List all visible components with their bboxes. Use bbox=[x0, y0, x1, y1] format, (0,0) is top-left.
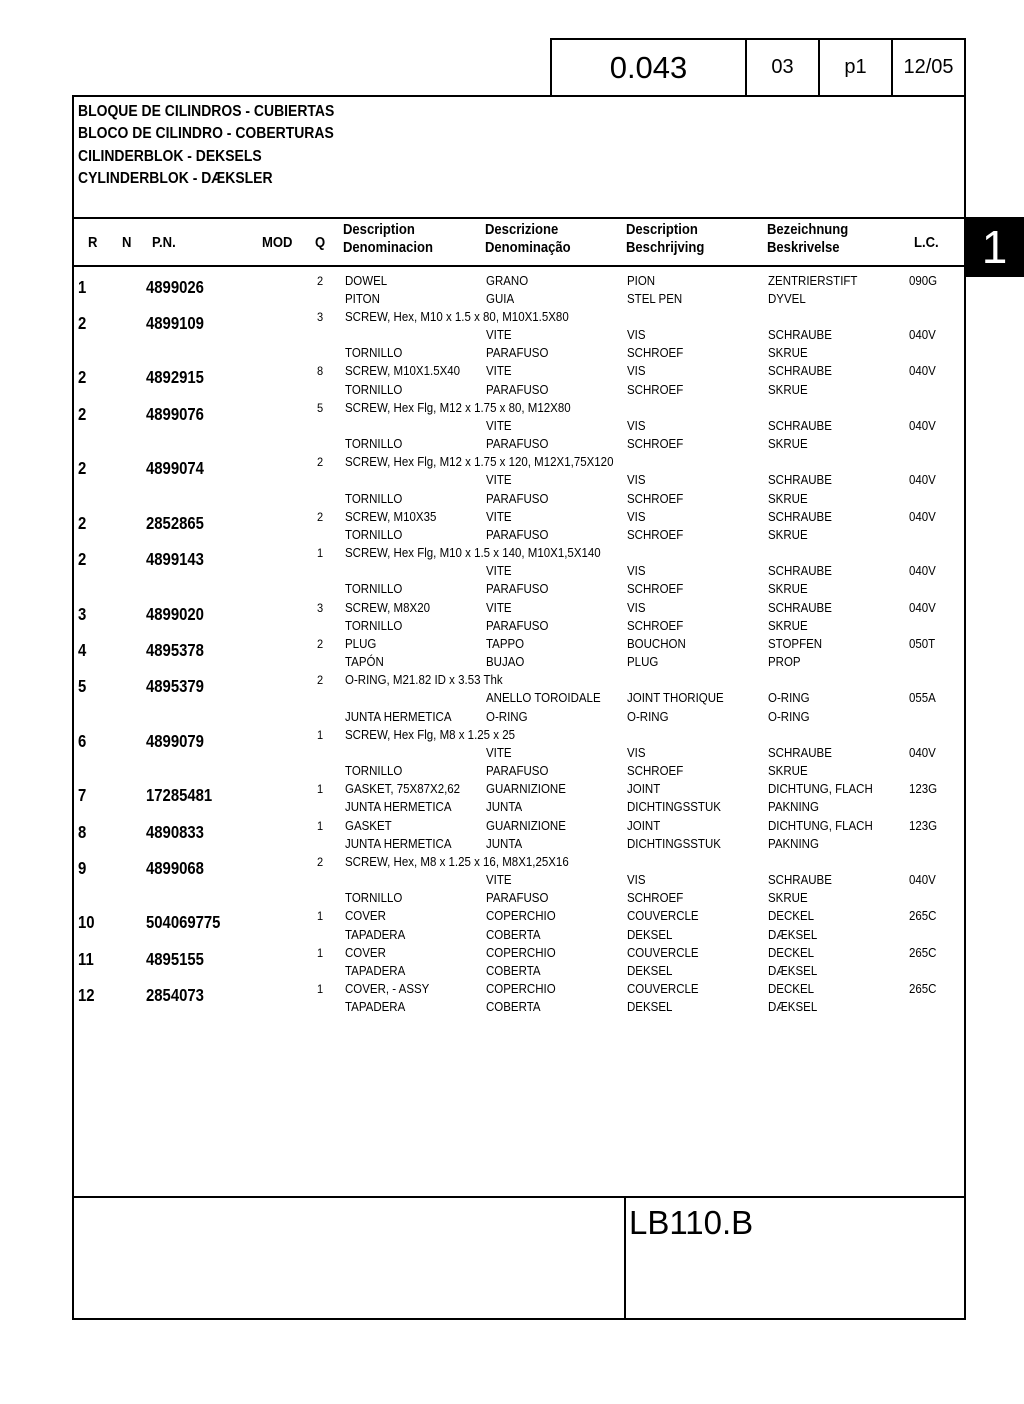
desc-it-pt: VITE bbox=[486, 564, 512, 579]
part-row-continuation bbox=[0, 708, 1024, 726]
desc-de-da: SCHRAUBE bbox=[768, 873, 832, 888]
desc-it-pt: COBERTA bbox=[486, 963, 541, 978]
desc-fr-nl: SCHROEF bbox=[627, 618, 684, 633]
part-number: 4899079 bbox=[146, 730, 204, 751]
part-row-continuation bbox=[0, 435, 1024, 453]
part-qty: 1 bbox=[317, 546, 324, 561]
part-row-continuation bbox=[0, 617, 1024, 635]
desc-en-es: COVER bbox=[345, 909, 386, 924]
part-lc: 265C bbox=[909, 982, 937, 997]
part-number: 4890833 bbox=[146, 821, 204, 842]
part-ref: 2 bbox=[78, 367, 87, 388]
desc-de-da: STOPFEN bbox=[768, 636, 823, 651]
desc-en-es: SCREW, M8X20 bbox=[345, 600, 430, 615]
part-row-continuation bbox=[0, 653, 1024, 671]
desc-fr-nl: PLUG bbox=[627, 655, 659, 670]
part-row-continuation bbox=[0, 962, 1024, 980]
part-number: 2852865 bbox=[146, 512, 204, 533]
desc-en-es: TORNILLO bbox=[345, 764, 403, 779]
desc-de-da: SKRUE bbox=[768, 491, 808, 506]
desc-it-pt: COPERCHIO bbox=[486, 909, 556, 924]
desc-en-es: SCREW, Hex, M10 x 1.5 x 80, M10X1.5X80 bbox=[345, 309, 569, 324]
part-qty: 1 bbox=[317, 945, 324, 960]
part-row-continuation bbox=[0, 562, 1024, 580]
desc-it-pt: PARAFUSO bbox=[486, 382, 549, 397]
desc-it-pt: COBERTA bbox=[486, 927, 541, 942]
desc-fr-nl: VIS bbox=[627, 473, 646, 488]
desc-it-pt: PARAFUSO bbox=[486, 491, 549, 506]
part-row bbox=[0, 362, 1024, 388]
part-row bbox=[0, 272, 1024, 297]
part-ref: 5 bbox=[78, 676, 87, 697]
part-row bbox=[0, 980, 1024, 1006]
part-number: 4899074 bbox=[146, 458, 204, 479]
part-number: 4899076 bbox=[146, 403, 204, 424]
desc-de-da: DECKEL bbox=[768, 909, 815, 924]
desc-it-pt: JUNTA bbox=[486, 836, 523, 851]
group-cell bbox=[745, 38, 820, 97]
part-row bbox=[0, 635, 1024, 660]
desc-fr-nl: O-RING bbox=[627, 709, 669, 724]
desc-fr-nl: STEL PEN bbox=[627, 291, 683, 306]
desc-en-es: DOWEL bbox=[345, 273, 388, 288]
desc-fr-nl: SCHROEF bbox=[627, 437, 684, 452]
part-row bbox=[0, 453, 1024, 479]
part-ref: 2 bbox=[78, 403, 87, 424]
section-tab-number: 1 bbox=[981, 221, 1008, 273]
desc-it-pt: O-RING bbox=[486, 709, 528, 724]
desc-en-es: PITON bbox=[345, 291, 380, 306]
column-header-top-rule bbox=[72, 217, 966, 219]
desc-it-pt: VITE bbox=[486, 473, 512, 488]
col-pn: P.N. bbox=[152, 235, 176, 251]
page-code: 0.043 bbox=[609, 49, 688, 85]
part-qty: 1 bbox=[317, 727, 324, 742]
part-lc: 040V bbox=[909, 328, 936, 342]
desc-fr-nl: VIS bbox=[627, 745, 646, 760]
desc-de-da: DICHTUNG, FLACH bbox=[768, 818, 873, 833]
desc-fr-nl: SCHROEF bbox=[627, 891, 684, 906]
desc-it-pt: BUJAO bbox=[486, 655, 525, 670]
part-row-continuation bbox=[0, 835, 1024, 853]
desc-fr-nl: SCHROEF bbox=[627, 491, 684, 506]
desc-de-da: SCHRAUBE bbox=[768, 509, 832, 524]
title-pt: BLOCO DE CILINDRO - COBERTURAS bbox=[78, 125, 334, 143]
part-row bbox=[0, 780, 1024, 806]
part-row bbox=[0, 944, 1024, 969]
desc-it-pt: COPERCHIO bbox=[486, 982, 556, 997]
desc-en-es: JUNTA HERMETICA bbox=[345, 800, 452, 815]
desc-de-da: SKRUE bbox=[768, 891, 808, 906]
part-lc: 050T bbox=[909, 636, 936, 651]
desc-fr-nl: DEKSEL bbox=[627, 927, 673, 942]
part-row-continuation bbox=[0, 926, 1024, 944]
part-qty: 5 bbox=[317, 400, 324, 415]
desc-fr-nl: VIS bbox=[627, 873, 646, 888]
desc-en-es: GASKET bbox=[345, 818, 392, 833]
col-q: Q bbox=[315, 235, 326, 251]
desc-it-pt: VITE bbox=[486, 509, 512, 524]
part-ref: 2 bbox=[78, 312, 87, 333]
desc-fr-nl: BOUCHON bbox=[627, 636, 686, 651]
desc-en-es: TORNILLO bbox=[345, 382, 403, 397]
part-row-continuation bbox=[0, 326, 1024, 344]
col-mod: MOD bbox=[262, 235, 293, 251]
part-lc: 123G bbox=[909, 782, 938, 797]
part-lc: 040V bbox=[909, 600, 936, 615]
part-number: 4892915 bbox=[146, 367, 204, 388]
desc-en-es: SCREW, Hex Flg, M12 x 1.75 x 80, M12X80 bbox=[345, 400, 571, 415]
part-row-continuation bbox=[0, 490, 1024, 508]
desc-de-da: SCHRAUBE bbox=[768, 473, 832, 488]
desc-fr-nl: DICHTINGSSTUK bbox=[627, 836, 721, 851]
part-number: 17285481 bbox=[146, 785, 213, 806]
desc-it-pt: VITE bbox=[486, 364, 512, 379]
part-ref: 4 bbox=[78, 639, 87, 660]
desc-it-pt: ANELLO TOROIDALE bbox=[486, 691, 601, 706]
desc-de-da: SCHRAUBE bbox=[768, 364, 832, 379]
desc-de-da: DYVEL bbox=[768, 291, 806, 306]
part-row-continuation bbox=[0, 580, 1024, 598]
part-row-continuation bbox=[0, 762, 1024, 780]
part-number: 4899109 bbox=[146, 312, 204, 333]
part-number: 504069775 bbox=[146, 912, 221, 933]
desc-en-es: TAPADERA bbox=[345, 963, 406, 978]
part-ref: 2 bbox=[78, 512, 87, 533]
desc-fr-nl: DEKSEL bbox=[627, 963, 673, 978]
desc-fr-nl: JOINT THORIQUE bbox=[627, 691, 724, 706]
part-lc: 040V bbox=[909, 473, 936, 488]
part-lc: 123G bbox=[909, 818, 938, 833]
desc-de-da: SKRUE bbox=[768, 346, 808, 361]
page-code-cell bbox=[550, 38, 747, 97]
part-qty: 3 bbox=[317, 600, 324, 615]
section-tab bbox=[965, 217, 1024, 277]
column-header-bottom-rule bbox=[72, 265, 966, 267]
desc-fr-nl: VIS bbox=[627, 564, 646, 579]
col-n: N bbox=[122, 235, 132, 251]
part-number: 4895379 bbox=[146, 676, 204, 697]
part-lc: 040V bbox=[909, 873, 936, 888]
part-row-continuation bbox=[0, 526, 1024, 544]
part-row-continuation bbox=[0, 381, 1024, 399]
part-lc: 040V bbox=[909, 509, 936, 524]
col-desc-en: Description bbox=[343, 222, 415, 238]
part-qty: 3 bbox=[317, 309, 324, 324]
part-ref: 3 bbox=[78, 603, 87, 624]
page-cell bbox=[818, 38, 893, 97]
part-lc: 040V bbox=[909, 418, 936, 433]
desc-de-da: SKRUE bbox=[768, 764, 808, 779]
desc-it-pt: VITE bbox=[486, 418, 512, 433]
title-da: CYLINDERBLOK - DÆKSLER bbox=[78, 169, 273, 187]
col-desc-fr: Description bbox=[626, 222, 698, 238]
desc-de-da: DÆKSEL bbox=[768, 927, 818, 942]
part-ref: 1 bbox=[78, 276, 87, 297]
desc-de-da: SKRUE bbox=[768, 527, 808, 542]
desc-de-da: SCHRAUBE bbox=[768, 328, 832, 342]
part-qty: 2 bbox=[317, 273, 324, 288]
part-number: 4899020 bbox=[146, 603, 204, 624]
part-row bbox=[0, 544, 1024, 570]
part-lc: 040V bbox=[909, 364, 936, 379]
desc-en-es: TAPÓN bbox=[345, 655, 384, 670]
part-ref: 2 bbox=[78, 549, 87, 570]
desc-it-pt: PARAFUSO bbox=[486, 582, 549, 597]
desc-de-da: ZENTRIERSTIFT bbox=[768, 273, 858, 288]
desc-fr-nl: DEKSEL bbox=[627, 1000, 673, 1015]
part-qty: 8 bbox=[317, 364, 324, 379]
part-lc: 055A bbox=[909, 691, 936, 706]
part-row-continuation bbox=[0, 417, 1024, 435]
desc-de-da: DÆKSEL bbox=[768, 1000, 818, 1015]
part-row-continuation bbox=[0, 689, 1024, 707]
desc-fr-nl: JOINT bbox=[627, 818, 661, 833]
desc-it-pt: COPERCHIO bbox=[486, 945, 556, 960]
desc-it-pt: COBERTA bbox=[486, 1000, 541, 1015]
desc-it-pt: GUIA bbox=[486, 291, 515, 306]
part-qty: 1 bbox=[317, 818, 324, 833]
col-desc-pt: Denominação bbox=[485, 240, 571, 256]
page-number: p1 bbox=[844, 56, 867, 78]
footer-left-box bbox=[72, 1196, 626, 1320]
desc-en-es: JUNTA HERMETICA bbox=[345, 836, 452, 851]
desc-fr-nl: VIS bbox=[627, 328, 646, 342]
desc-it-pt: VITE bbox=[486, 328, 512, 342]
part-qty: 2 bbox=[317, 673, 324, 688]
part-row bbox=[0, 907, 1024, 933]
desc-fr-nl: COUVERCLE bbox=[627, 982, 699, 997]
col-desc-nl: Beschrijving bbox=[626, 240, 705, 256]
part-qty: 2 bbox=[317, 455, 324, 470]
part-row bbox=[0, 508, 1024, 533]
part-ref: 8 bbox=[78, 821, 87, 842]
part-lc: 090G bbox=[909, 273, 938, 288]
part-ref: 7 bbox=[78, 785, 87, 806]
part-qty: 1 bbox=[317, 982, 324, 997]
part-row bbox=[0, 853, 1024, 878]
desc-de-da: DICHTUNG, FLACH bbox=[768, 782, 873, 797]
desc-en-es: SCREW, Hex Flg, M10 x 1.5 x 140, M10X1,5X140 bbox=[345, 546, 601, 561]
desc-it-pt: PARAFUSO bbox=[486, 891, 549, 906]
col-desc-it: Descrizione bbox=[485, 222, 559, 238]
desc-fr-nl: VIS bbox=[627, 600, 646, 615]
part-lc: 265C bbox=[909, 945, 937, 960]
desc-fr-nl: SCHROEF bbox=[627, 582, 684, 597]
date-cell bbox=[891, 38, 966, 97]
desc-it-pt: JUNTA bbox=[486, 800, 523, 815]
part-row-continuation bbox=[0, 871, 1024, 889]
col-desc-da: Beskrivelse bbox=[767, 240, 840, 256]
part-qty: 1 bbox=[317, 782, 324, 797]
col-lc: L.C. bbox=[914, 235, 939, 251]
part-ref: 9 bbox=[78, 857, 87, 878]
desc-en-es: SCREW, Hex, M8 x 1.25 x 16, M8X1,25X16 bbox=[345, 854, 569, 869]
model-code: LB110.B bbox=[629, 1204, 754, 1241]
desc-de-da: SKRUE bbox=[768, 618, 808, 633]
desc-de-da: PROP bbox=[768, 655, 801, 670]
desc-it-pt: PARAFUSO bbox=[486, 764, 549, 779]
part-row-continuation bbox=[0, 344, 1024, 362]
desc-it-pt: GUARNIZIONE bbox=[486, 818, 566, 833]
part-number: 4899143 bbox=[146, 549, 204, 570]
desc-en-es: TORNILLO bbox=[345, 491, 403, 506]
desc-en-es: TORNILLO bbox=[345, 346, 403, 361]
title-nl: CILINDERBLOK - DEKSELS bbox=[78, 147, 262, 165]
part-ref: 10 bbox=[78, 912, 95, 933]
desc-de-da: SCHRAUBE bbox=[768, 418, 832, 433]
desc-it-pt: VITE bbox=[486, 600, 512, 615]
col-desc-de: Bezeichnung bbox=[767, 222, 849, 238]
part-row-continuation bbox=[0, 290, 1024, 308]
desc-en-es: GASKET, 75X87X2,62 bbox=[345, 782, 461, 797]
col-desc-es: Denominacion bbox=[343, 240, 433, 256]
part-ref: 12 bbox=[78, 985, 95, 1006]
part-number: 4895155 bbox=[146, 948, 204, 969]
desc-de-da: SCHRAUBE bbox=[768, 600, 832, 615]
part-row-continuation bbox=[0, 998, 1024, 1016]
desc-it-pt: PARAFUSO bbox=[486, 618, 549, 633]
desc-de-da: SCHRAUBE bbox=[768, 745, 832, 760]
desc-en-es: TAPADERA bbox=[345, 1000, 406, 1015]
desc-de-da: DECKEL bbox=[768, 945, 815, 960]
desc-en-es: COVER bbox=[345, 945, 386, 960]
part-ref: 11 bbox=[78, 948, 94, 969]
desc-it-pt: VITE bbox=[486, 745, 512, 760]
desc-de-da: SCHRAUBE bbox=[768, 564, 832, 579]
desc-en-es: JUNTA HERMETICA bbox=[345, 709, 452, 724]
title-es: BLOQUE DE CILINDROS - CUBIERTAS bbox=[78, 103, 335, 120]
desc-en-es: TAPADERA bbox=[345, 927, 406, 942]
part-row-continuation bbox=[0, 889, 1024, 907]
desc-en-es: SCREW, M10X35 bbox=[345, 509, 437, 524]
desc-it-pt: GRANO bbox=[486, 273, 529, 288]
desc-de-da: PAKNING bbox=[768, 836, 819, 851]
desc-fr-nl: DICHTINGSSTUK bbox=[627, 800, 721, 815]
desc-en-es: SCREW, M10X1.5X40 bbox=[345, 364, 461, 379]
desc-en-es: COVER, - ASSY bbox=[345, 982, 430, 997]
desc-en-es: TORNILLO bbox=[345, 618, 403, 633]
part-qty: 2 bbox=[317, 854, 324, 869]
desc-fr-nl: SCHROEF bbox=[627, 382, 684, 397]
section-titles bbox=[78, 101, 363, 190]
col-r: R bbox=[88, 235, 98, 251]
part-row-continuation bbox=[0, 471, 1024, 489]
part-lc: 265C bbox=[909, 909, 937, 924]
part-number: 2854073 bbox=[146, 985, 204, 1006]
desc-de-da: O-RING bbox=[768, 691, 810, 706]
desc-en-es: TORNILLO bbox=[345, 891, 403, 906]
part-ref: 2 bbox=[78, 458, 87, 479]
desc-it-pt: GUARNIZIONE bbox=[486, 782, 566, 797]
desc-fr-nl: SCHROEF bbox=[627, 346, 684, 361]
desc-fr-nl: SCHROEF bbox=[627, 527, 684, 542]
part-row bbox=[0, 726, 1024, 751]
desc-en-es: TORNILLO bbox=[345, 437, 403, 452]
desc-fr-nl: SCHROEF bbox=[627, 764, 684, 779]
desc-it-pt: VITE bbox=[486, 873, 512, 888]
desc-fr-nl: PION bbox=[627, 273, 656, 288]
desc-de-da: SKRUE bbox=[768, 582, 808, 597]
desc-fr-nl: COUVERCLE bbox=[627, 945, 699, 960]
desc-en-es: TORNILLO bbox=[345, 527, 403, 542]
desc-en-es: O-RING, M21.82 ID x 3.53 Thk bbox=[345, 673, 503, 688]
desc-en-es: SCREW, Hex Flg, M8 x 1.25 x 25 bbox=[345, 727, 516, 742]
part-row bbox=[0, 399, 1024, 424]
desc-it-pt: PARAFUSO bbox=[486, 346, 549, 361]
part-ref: 6 bbox=[78, 730, 87, 751]
part-lc: 040V bbox=[909, 745, 936, 760]
part-row bbox=[0, 599, 1024, 624]
desc-fr-nl: VIS bbox=[627, 418, 646, 433]
desc-en-es: TORNILLO bbox=[345, 582, 403, 597]
part-number: 4899026 bbox=[146, 276, 204, 297]
desc-it-pt: PARAFUSO bbox=[486, 527, 549, 542]
part-lc: 040V bbox=[909, 564, 936, 579]
desc-it-pt: PARAFUSO bbox=[486, 437, 549, 452]
desc-it-pt: TAPPO bbox=[486, 636, 525, 651]
group-number: 03 bbox=[771, 56, 794, 78]
footer-right-box bbox=[624, 1196, 966, 1320]
part-qty: 1 bbox=[317, 909, 324, 924]
part-row bbox=[0, 671, 1024, 697]
desc-fr-nl: VIS bbox=[627, 364, 646, 379]
part-qty: 2 bbox=[317, 509, 324, 524]
part-qty: 2 bbox=[317, 636, 324, 651]
part-row-continuation bbox=[0, 798, 1024, 816]
part-number: 4899068 bbox=[146, 857, 204, 878]
part-row bbox=[0, 817, 1024, 842]
desc-en-es: SCREW, Hex Flg, M12 x 1.75 x 120, M12X1,75X120 bbox=[345, 455, 614, 470]
desc-de-da: O-RING bbox=[768, 709, 810, 724]
date-label: 12/05 bbox=[903, 56, 954, 78]
desc-fr-nl: COUVERCLE bbox=[627, 909, 699, 924]
desc-en-es: PLUG bbox=[345, 636, 377, 651]
desc-de-da: DÆKSEL bbox=[768, 963, 818, 978]
part-number: 4895378 bbox=[146, 639, 204, 660]
desc-de-da: DECKEL bbox=[768, 982, 815, 997]
desc-fr-nl: VIS bbox=[627, 509, 646, 524]
part-row-continuation bbox=[0, 744, 1024, 762]
desc-de-da: SKRUE bbox=[768, 437, 808, 452]
desc-fr-nl: JOINT bbox=[627, 782, 661, 797]
desc-de-da: SKRUE bbox=[768, 382, 808, 397]
desc-de-da: PAKNING bbox=[768, 800, 819, 815]
part-row bbox=[0, 308, 1024, 333]
